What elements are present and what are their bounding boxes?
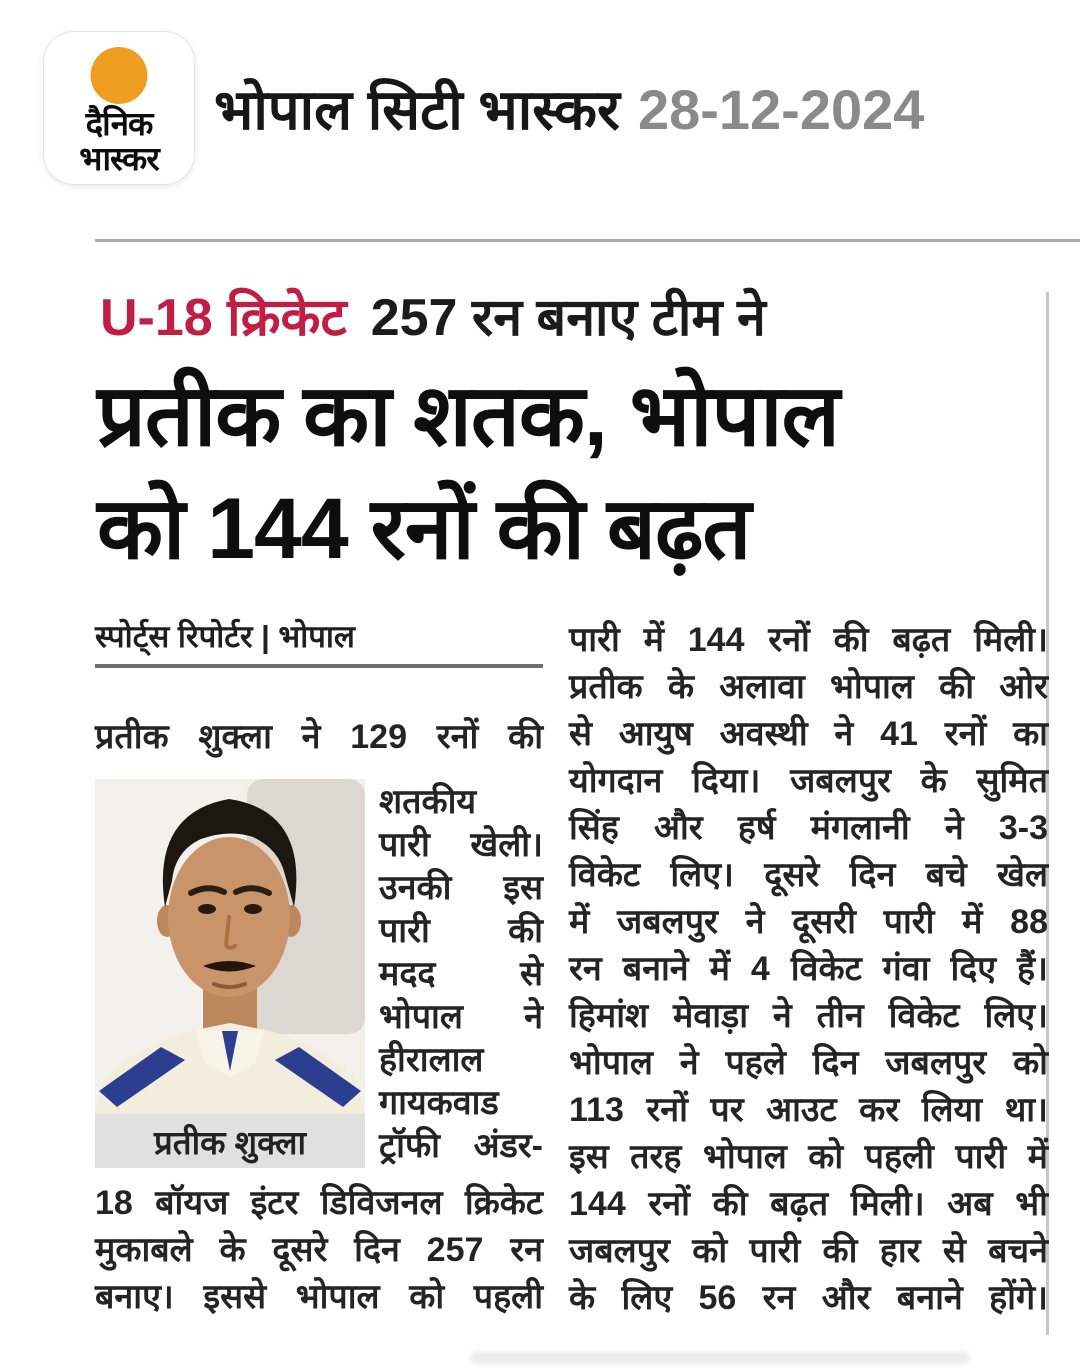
player-portrait-photo <box>95 779 365 1114</box>
edition-title: भोपाल सिटी भास्कर <box>214 78 620 141</box>
body-line: हिमांश मेवाड़ा ने तीन विकेट लिए। <box>569 997 1048 1035</box>
edition-date: 28-12-2024 <box>637 78 925 141</box>
wrapped-text-column <box>365 779 543 1168</box>
body-line: शतकीय <box>379 783 477 821</box>
headline <box>97 360 1007 586</box>
photo-and-wrap-text <box>95 779 543 1168</box>
next-article-edge <box>470 1352 970 1364</box>
left-column-bottom <box>95 1180 543 1321</box>
body-line: 18 बॉयज इंटर डिविजनल क्रिकेट <box>95 1184 543 1222</box>
kicker-tag: U-18 क्रिकेट <box>100 289 347 347</box>
body-line: 113 रनों पर आउट कर लिया था। <box>569 1091 1048 1129</box>
sun-icon <box>91 47 148 104</box>
body-line: रन बनाने में 4 विकेट गंवा दिए हैं। <box>569 950 1048 988</box>
body-line: पारी खेली। <box>379 826 543 864</box>
article-body <box>95 617 1048 1322</box>
headline-line1: प्रतीक का शतक, भोपाल <box>97 368 839 464</box>
body-line: प्रतीक के अलावा भोपाल की ओर <box>569 668 1048 706</box>
body-line: योगदान दिया। जबलपुर के सुमित <box>569 762 1048 800</box>
left-column <box>95 617 543 1322</box>
headline-line2: को 144 रनों की बढ़त <box>97 481 751 577</box>
body-line: भोपाल ने <box>379 998 543 1036</box>
top-column-rule <box>95 239 1080 242</box>
body-line: हीरालाल <box>379 1041 484 1079</box>
photo-caption: प्रतीक शुक्ला <box>95 1114 365 1168</box>
logo-wordmark <box>44 106 194 176</box>
logo-line1: दैनिक <box>85 105 153 142</box>
body-line: पारी में 144 रनों की बढ़त मिली। <box>569 621 1048 659</box>
body-line: सिंह और हर्ष मंगलानी ने 3-3 <box>569 809 1048 847</box>
body-line: उनकी इस <box>379 869 543 907</box>
body-line: जबलपुर को पारी की हार से बचने <box>569 1232 1048 1270</box>
body-line: प्रतीक शुक्ला ने 129 रनों की <box>95 718 543 756</box>
body-line: में जबलपुर ने दूसरी पारी में 88 <box>569 903 1048 941</box>
logo-line2: भास्कर <box>79 140 159 177</box>
body-line: 144 रनों की बढ़त मिली। अब भी <box>569 1185 1048 1223</box>
body-line: भोपाल ने पहले दिन जबलपुर को <box>569 1044 1048 1082</box>
body-line: के लिए 56 रन और बनाने होंगे। <box>569 1279 1048 1317</box>
right-column <box>569 617 1048 1322</box>
body-line: विकेट लिए। दूसरे दिन बचे खेल <box>569 856 1048 894</box>
player-photo-figure <box>95 779 365 1168</box>
masthead <box>214 70 924 146</box>
byline: स्पोर्ट्स रिपोर्टर | भोपाल <box>95 617 543 668</box>
body-line: बनाए। इससे भोपाल को पहली <box>95 1278 543 1316</box>
body-line: से आयुष अवस्थी ने 41 रनों का <box>569 715 1048 753</box>
kicker-text: 257 रन बनाए टीम ने <box>370 289 766 347</box>
body-line: ट्रॉफी अंडर- <box>379 1127 543 1165</box>
dainik-bhaskar-logo <box>44 32 194 184</box>
body-line: इस तरह भोपाल को पहली पारी में <box>569 1138 1048 1176</box>
body-line: मुकाबले के दूसरे दिन 257 रन <box>95 1231 543 1269</box>
kicker <box>100 280 766 351</box>
body-line: गायकवाड <box>379 1084 499 1122</box>
body-line: पारी की <box>379 912 543 950</box>
body-line: मदद से <box>379 955 543 993</box>
